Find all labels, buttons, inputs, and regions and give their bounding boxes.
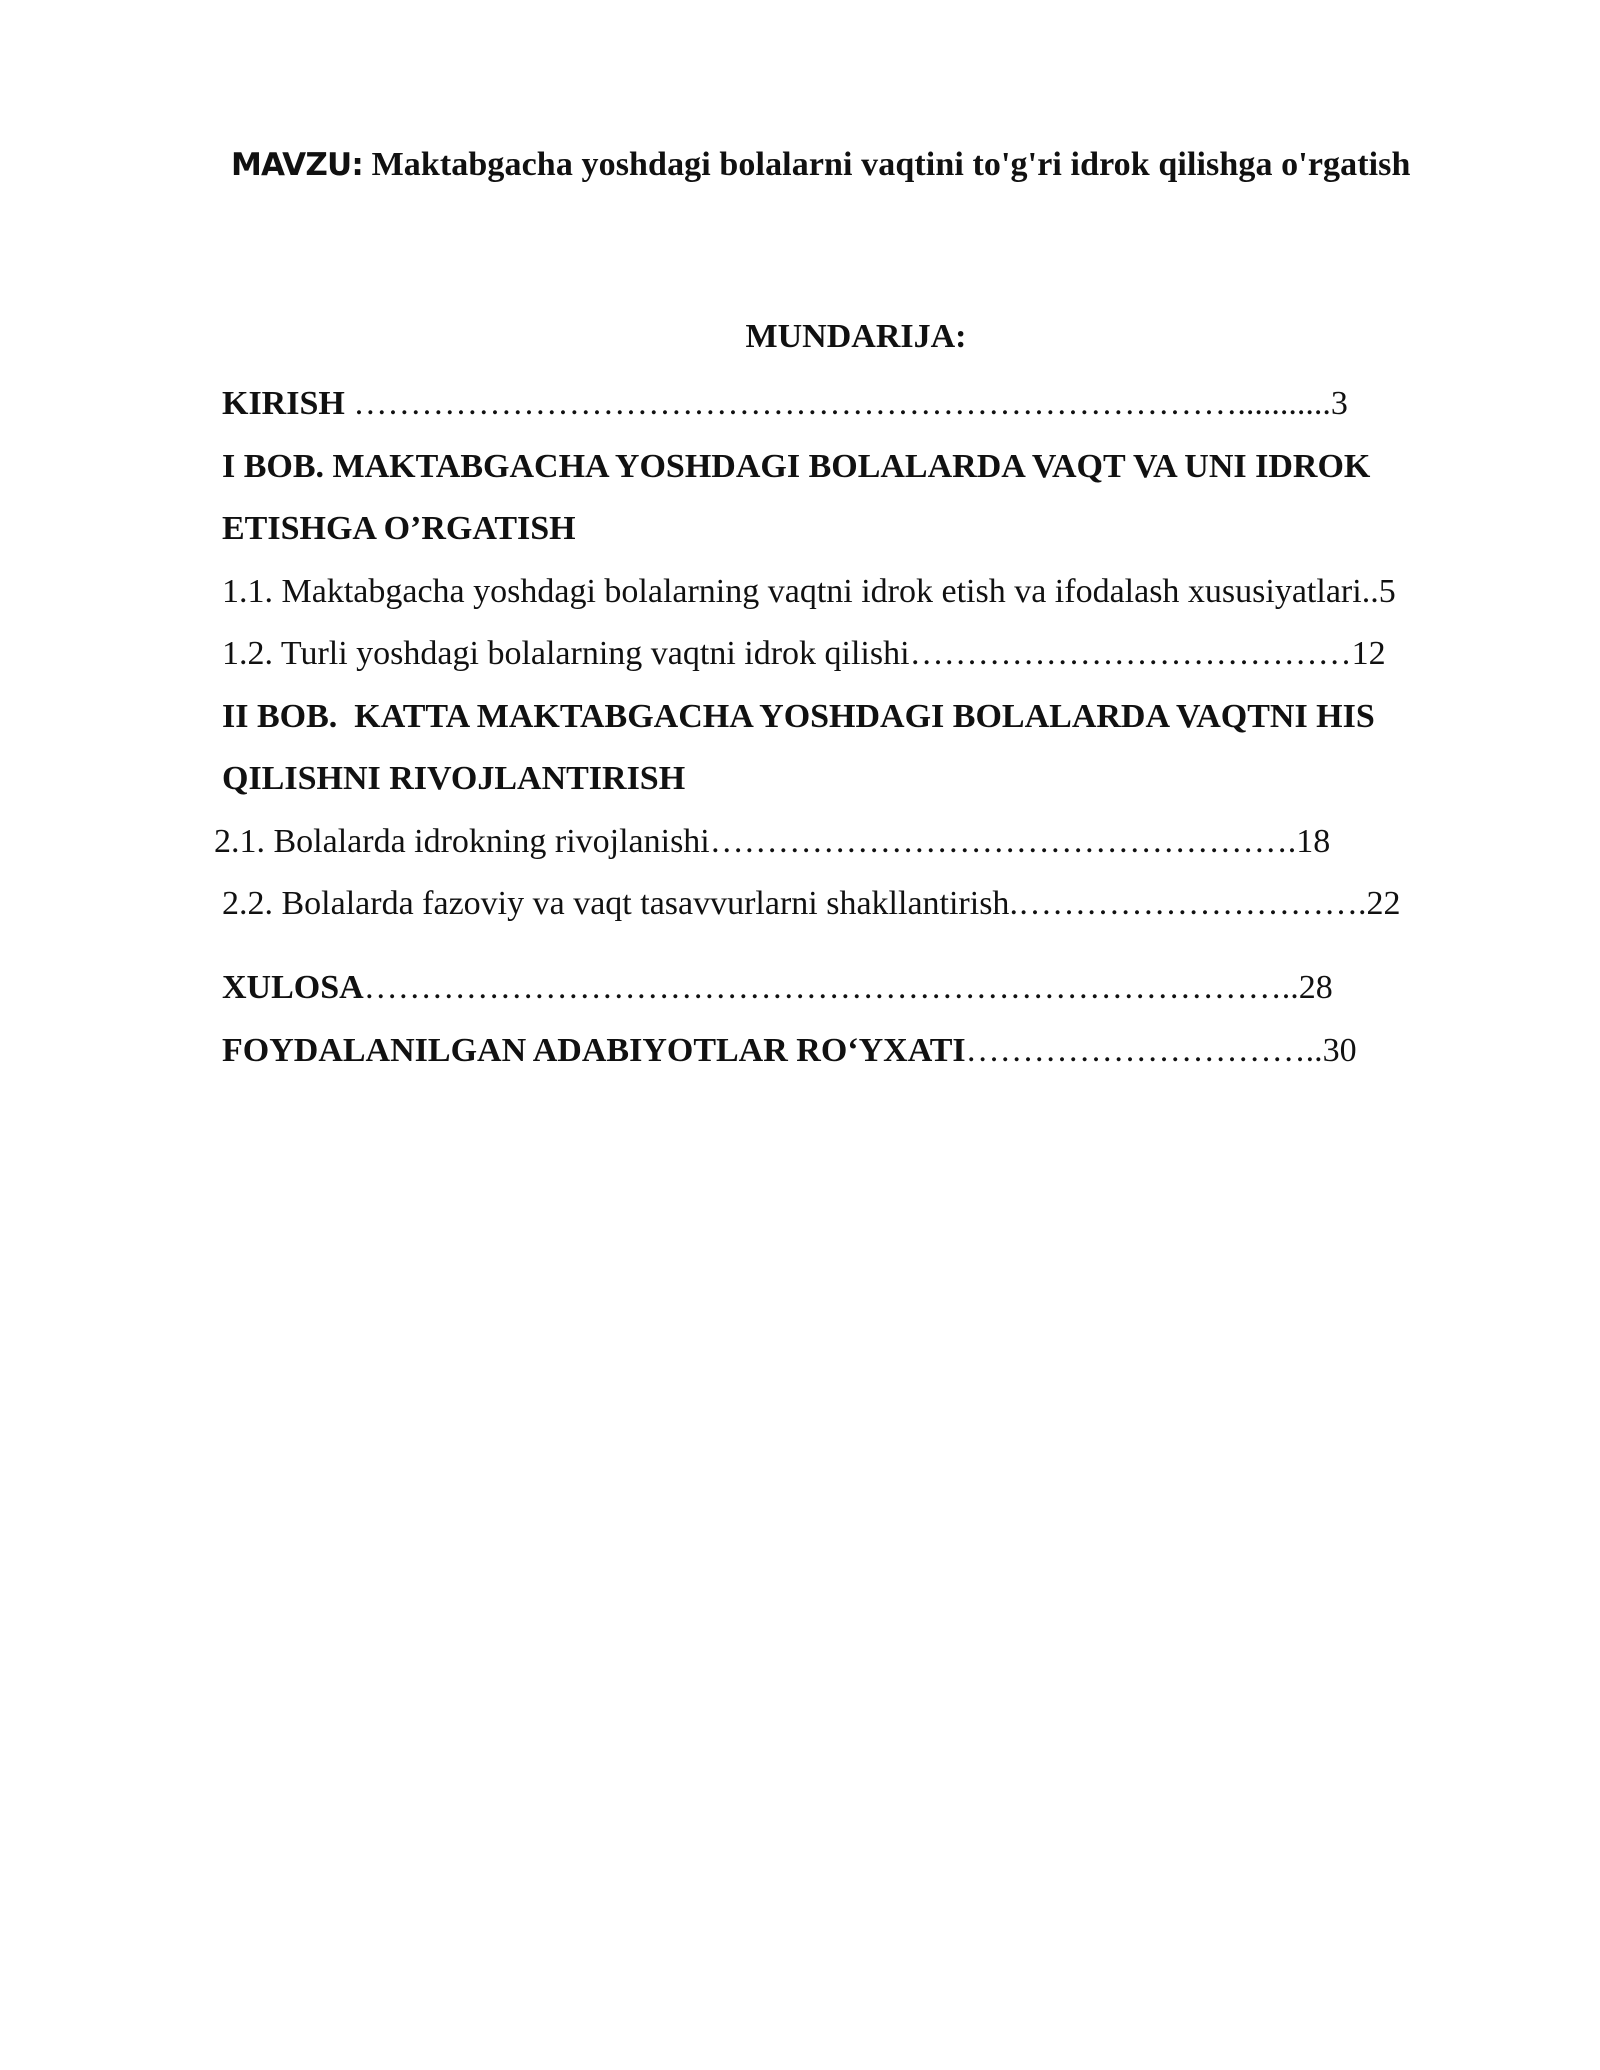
toc-entry-xulosa: [222, 968, 1333, 1008]
toc-entry-page: 18: [1296, 823, 1331, 860]
topic-line: [231, 146, 1411, 184]
toc-entry-leader: …………………………………………….: [709, 823, 1297, 860]
topic-title: Maktabgacha yoshdagi bolalarni vaqtini to'g'ri idrok qilishga o'rgatish: [362, 146, 1411, 183]
toc-entry-section-1-1: [222, 572, 1396, 612]
toc-entry-kirish: [222, 384, 1348, 424]
topic-prefix: MAVZU:: [231, 147, 363, 183]
toc-entry-leader: .………………………….: [1009, 885, 1367, 922]
toc-entry-label: ETISHGA O’RGATISH: [222, 510, 576, 547]
toc-entry-references: [222, 1031, 1357, 1071]
toc-entry-leader: ..: [1361, 573, 1379, 610]
toc-entry-label: KIRISH: [222, 385, 354, 422]
toc-entry-page: 22: [1366, 885, 1401, 922]
toc-entry-chapter-2-line-2: [222, 759, 685, 799]
toc-entry-page: 5: [1378, 573, 1396, 610]
toc-entry-label: 2.1. Bolalarda idrokning rivojlanishi: [214, 823, 710, 860]
toc-entry-chapter-1-line-1: [222, 447, 1370, 487]
toc-entry-page: 3: [1330, 385, 1348, 422]
toc-entry-label: 2.2. Bolalarda fazoviy va vaqt tasavvurlarni shakllantirish: [222, 885, 1010, 922]
toc-entry-chapter-2-line-1: [222, 697, 1375, 737]
toc-entry-label: QILISHNI RIVOJLANTIRISH: [222, 760, 686, 797]
toc-entry-page: 30: [1322, 1032, 1357, 1069]
toc-entry-label: 1.2. Turli yoshdagi bolalarning vaqtni idrok qilishi: [222, 635, 910, 672]
toc-entry-chapter-1-line-2: [222, 509, 576, 549]
toc-entry-label: FOYDALANILGAN ADABIYOTLAR RO‘YXATI: [222, 1032, 966, 1069]
toc-entry-label: I BOB. MAKTABGACHA YOSHDAGI BOLALARDA VAQT VA UNI IDROK: [222, 448, 1371, 485]
toc-entry-leader: ………………………………………………………………………..: [363, 969, 1299, 1006]
toc-entry-section-1-2: [222, 634, 1386, 674]
toc-entry-leader: ……………………………………………………………………...........: [353, 385, 1331, 422]
toc-entry-section-2-2: [222, 884, 1400, 924]
toc-entry-section-2-1: [214, 822, 1330, 862]
toc-entry-label: XULOSA: [222, 969, 364, 1006]
toc-entry-page: 12: [1351, 635, 1386, 672]
toc-entry-leader: …………………………..: [965, 1032, 1323, 1069]
toc-heading: MUNDARIJA:: [745, 318, 967, 355]
toc-entry-leader: …………………………………: [909, 635, 1352, 672]
toc-entry-label: II BOB. KATTA MAKTABGACHA YOSHDAGI BOLALARDA VAQTNI HIS: [222, 698, 1375, 735]
toc-entry-page: 28: [1298, 969, 1333, 1006]
toc-entry-label: 1.1. Maktabgacha yoshdagi bolalarning vaqtni idrok etish va ifodalash xususiyatlari: [222, 573, 1362, 610]
